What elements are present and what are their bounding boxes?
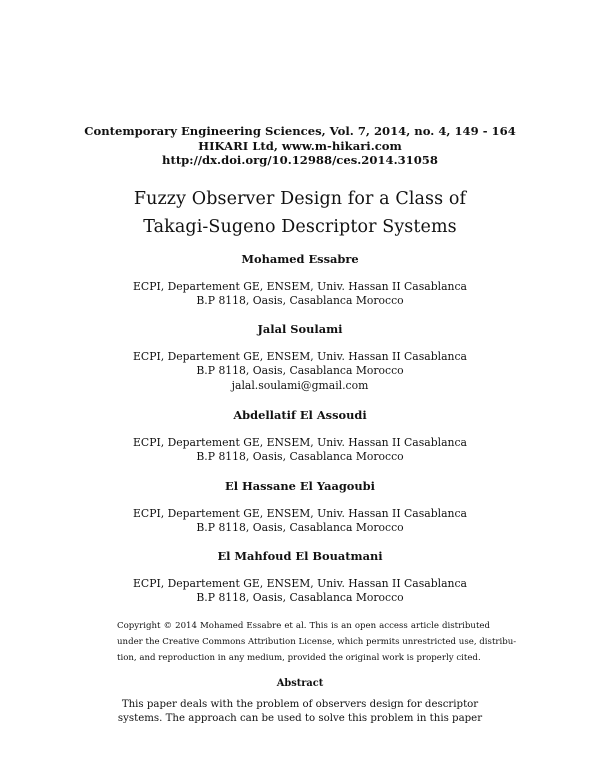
abstract-heading: Abstract (276, 678, 324, 689)
abstract-text-line: This paper deals with the problem of observers design for descriptor (121, 699, 479, 710)
author-affiliation: ECPI, Departement GE, ENSEM, Univ. Hassan II Casablanca (133, 350, 467, 363)
author-affiliation: ECPI, Departement GE, ENSEM, Univ. Hassan II Casablanca (133, 507, 467, 520)
author-address: B.P 8118, Oasis, Casablanca Morocco (196, 364, 404, 377)
copyright-notice (117, 618, 517, 666)
publisher-line: HIKARI Ltd, www.m-hikari.com (198, 139, 402, 153)
author-affiliation: ECPI, Departement GE, ENSEM, Univ. Hassan II Casablanca (133, 436, 467, 449)
author-name: Jalal Soulami (257, 322, 343, 336)
doi-line: http://dx.doi.org/10.12988/ces.2014.31058 (162, 153, 438, 167)
journal-line: Contemporary Engineering Sciences, Vol. 7, 2014, no. 4, 149 - 164 (84, 124, 516, 138)
author-affiliation: ECPI, Departement GE, ENSEM, Univ. Hassan II Casablanca (133, 280, 467, 293)
author-address: B.P 8118, Oasis, Casablanca Morocco (196, 591, 404, 604)
paper-title-line-2: Takagi-Sugeno Descriptor Systems (143, 217, 457, 237)
copyright-line: under the Creative Commons Attribution License, which permits unrestricted use, distribu- (117, 637, 517, 647)
author-address: B.P 8118, Oasis, Casablanca Morocco (196, 294, 404, 307)
author-email: jalal.soulami@gmail.com (231, 379, 369, 392)
author-name: Mohamed Essabre (241, 252, 359, 266)
copyright-line: tion, and reproduction in any medium, provided the original work is properly cited. (117, 653, 481, 663)
author-address: B.P 8118, Oasis, Casablanca Morocco (196, 450, 404, 463)
author-affiliation: ECPI, Departement GE, ENSEM, Univ. Hassan II Casablanca (133, 577, 467, 590)
copyright-line: Copyright © 2014 Mohamed Essabre et al. This is an open access article distributed (117, 621, 490, 631)
author-name: El Mahfoud El Bouatmani (217, 549, 383, 563)
paper-title-line-1: Fuzzy Observer Design for a Class of (133, 189, 467, 209)
author-name: Abdellatif El Assoudi (233, 408, 367, 422)
author-address: B.P 8118, Oasis, Casablanca Morocco (196, 521, 404, 534)
author-name: El Hassane El Yaagoubi (225, 479, 375, 493)
abstract-text-line: systems. The approach can be used to solve this problem in this paper (117, 713, 483, 724)
